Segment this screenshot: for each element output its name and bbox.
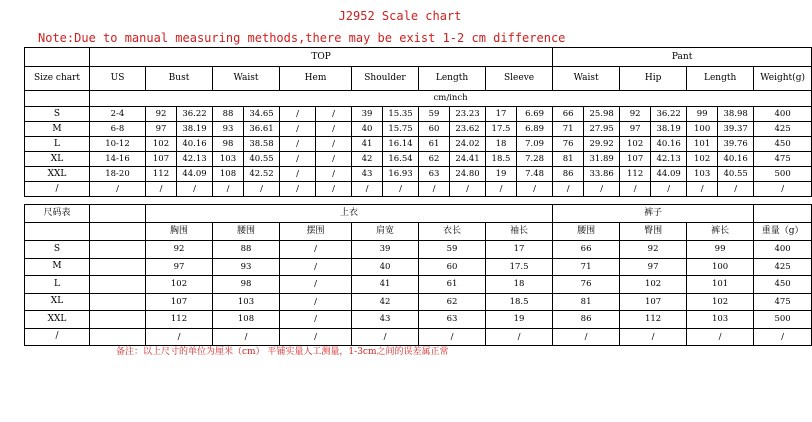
table-cell: 76 bbox=[553, 137, 584, 152]
col-header-weight: Weight(g) bbox=[754, 67, 812, 91]
cn-head-spacer-2 bbox=[90, 223, 146, 241]
table-cell: 19 bbox=[486, 311, 553, 329]
table-cell: 108 bbox=[213, 311, 280, 329]
table-cell: 42.52 bbox=[244, 167, 280, 182]
table-cell: 475 bbox=[754, 152, 812, 167]
table-cell: 98 bbox=[213, 276, 280, 294]
table-cell: / bbox=[90, 182, 146, 197]
table-cell: 14-16 bbox=[90, 152, 146, 167]
table-cell: 88 bbox=[213, 107, 244, 122]
col-header-shoulder: Shoulder bbox=[352, 67, 419, 91]
chart-title: J2952 Scale chart bbox=[338, 9, 462, 23]
table-cell: / bbox=[584, 182, 620, 197]
table-cell: 40.16 bbox=[718, 152, 754, 167]
cn-col-header-waist: 腰围 bbox=[213, 223, 280, 241]
table-cell: 102 bbox=[146, 137, 177, 152]
table-cell: 425 bbox=[754, 122, 812, 137]
table-cell: / bbox=[687, 182, 718, 197]
table-cell: 39 bbox=[352, 241, 419, 259]
table-cell: / bbox=[517, 182, 553, 197]
group-pant: Pant bbox=[553, 48, 812, 67]
spacer-cell bbox=[90, 258, 146, 276]
table-cell: 400 bbox=[754, 107, 812, 122]
table-cell: 42.13 bbox=[177, 152, 213, 167]
cn-col-header-pant-length: 裤长 bbox=[687, 223, 754, 241]
table-cell: 98 bbox=[213, 137, 244, 152]
table-cell: / bbox=[280, 122, 316, 137]
table-row bbox=[25, 258, 812, 276]
table-row bbox=[25, 122, 812, 137]
table-row bbox=[25, 276, 812, 294]
table-cell: 59 bbox=[419, 107, 450, 122]
table-cell: 18 bbox=[486, 137, 517, 152]
spacer-cell bbox=[90, 293, 146, 311]
table-cell: 38.58 bbox=[244, 137, 280, 152]
table-cell: 2-4 bbox=[90, 107, 146, 122]
table-cell: 97 bbox=[620, 122, 651, 137]
size-cell: S bbox=[25, 241, 90, 259]
size-cell: XL bbox=[25, 152, 90, 167]
table-cell: / bbox=[146, 328, 213, 346]
table-cell: / bbox=[553, 328, 620, 346]
table-cell: 112 bbox=[620, 311, 687, 329]
size-cell: / bbox=[25, 182, 90, 197]
size-chart-table-cn bbox=[24, 204, 812, 346]
table-cell: 23.23 bbox=[450, 107, 486, 122]
table-cell: 25.98 bbox=[584, 107, 620, 122]
col-header-hip: Hip bbox=[620, 67, 687, 91]
table-cell: / bbox=[316, 107, 352, 122]
col-header-bust: Bust bbox=[146, 67, 213, 91]
table-cell: 62 bbox=[419, 293, 486, 311]
table-cell: 41 bbox=[352, 276, 419, 294]
corner-cell bbox=[25, 48, 90, 67]
table-cell: / bbox=[651, 182, 687, 197]
table-cell: / bbox=[213, 182, 244, 197]
cn-group-spacer bbox=[90, 205, 146, 223]
table-cell: 107 bbox=[146, 152, 177, 167]
table-cell: 40.55 bbox=[718, 167, 754, 182]
table-cell: 97 bbox=[146, 258, 213, 276]
table-cell: 17 bbox=[486, 107, 517, 122]
footnote: 备注：以上尺寸的单位为厘米（cm） 平铺实量人工测量，1-3cm之间的误差属正常 bbox=[116, 347, 449, 357]
table-cell: 92 bbox=[620, 241, 687, 259]
table-cell: 81 bbox=[553, 152, 584, 167]
table-cell: 71 bbox=[553, 258, 620, 276]
table-cell: / bbox=[553, 182, 584, 197]
size-cell: M bbox=[25, 122, 90, 137]
cn-col-header-shoulder: 肩宽 bbox=[352, 223, 419, 241]
table-cell: 27.95 bbox=[584, 122, 620, 137]
table-cell: 450 bbox=[754, 137, 812, 152]
table-cell: 92 bbox=[620, 107, 651, 122]
table-cell: / bbox=[316, 167, 352, 182]
table-cell: / bbox=[316, 137, 352, 152]
size-cell: L bbox=[25, 276, 90, 294]
table-row bbox=[25, 137, 812, 152]
col-header-sleeve: Sleeve bbox=[486, 67, 553, 91]
spacer-cell bbox=[90, 311, 146, 329]
table-cell: 63 bbox=[419, 311, 486, 329]
size-cell: L bbox=[25, 137, 90, 152]
table-cell: 92 bbox=[146, 107, 177, 122]
table-cell: / bbox=[419, 328, 486, 346]
table-cell: 107 bbox=[620, 293, 687, 311]
table-cell: 18-20 bbox=[90, 167, 146, 182]
table-cell: 40.16 bbox=[651, 137, 687, 152]
table-cell: 102 bbox=[620, 276, 687, 294]
cn-col-header-hip: 臀围 bbox=[620, 223, 687, 241]
table-cell: 101 bbox=[687, 137, 718, 152]
table-cell: 40 bbox=[352, 122, 383, 137]
table-cell: 93 bbox=[213, 122, 244, 137]
table-cell: / bbox=[316, 122, 352, 137]
table-cell: 42 bbox=[352, 293, 419, 311]
table-cell: 34.65 bbox=[244, 107, 280, 122]
table-cell: 103 bbox=[687, 167, 718, 182]
table-cell: 101 bbox=[687, 276, 754, 294]
table-row bbox=[25, 107, 812, 122]
cn-col-header-sleeve: 袖长 bbox=[486, 223, 553, 241]
table-cell: / bbox=[280, 107, 316, 122]
table-cell: 59 bbox=[419, 241, 486, 259]
cn-group-top: 上衣 bbox=[146, 205, 553, 223]
table-cell: / bbox=[280, 311, 352, 329]
table-cell: 60 bbox=[419, 258, 486, 276]
table-cell: 103 bbox=[213, 152, 244, 167]
table-cell: 60 bbox=[419, 122, 450, 137]
table-cell: / bbox=[486, 328, 553, 346]
table-cell: 112 bbox=[620, 167, 651, 182]
table-cell: 39.37 bbox=[718, 122, 754, 137]
table-cell: 17.5 bbox=[486, 258, 553, 276]
table-cell: / bbox=[177, 182, 213, 197]
size-chart-table-en bbox=[24, 47, 812, 197]
table-cell: / bbox=[383, 182, 419, 197]
table-row bbox=[25, 182, 812, 197]
table-cell: 16.14 bbox=[383, 137, 419, 152]
table-cell: 38.19 bbox=[651, 122, 687, 137]
table-cell: 44.09 bbox=[651, 167, 687, 182]
table-cell: 99 bbox=[687, 241, 754, 259]
table-cell: 33.86 bbox=[584, 167, 620, 182]
cn-col-header-weight: 重量（g） bbox=[754, 223, 812, 241]
table-cell: 40.16 bbox=[177, 137, 213, 152]
table-cell: / bbox=[280, 152, 316, 167]
table-cell: / bbox=[450, 182, 486, 197]
table-cell: 18 bbox=[486, 276, 553, 294]
table-cell: 36.61 bbox=[244, 122, 280, 137]
table-cell: 100 bbox=[687, 122, 718, 137]
size-cell: S bbox=[25, 107, 90, 122]
table-cell: 81 bbox=[553, 293, 620, 311]
table-cell: 24.02 bbox=[450, 137, 486, 152]
table-cell: 97 bbox=[620, 258, 687, 276]
table-cell: / bbox=[352, 182, 383, 197]
table-cell: / bbox=[620, 328, 687, 346]
table-cell: 40 bbox=[352, 258, 419, 276]
table-cell: / bbox=[280, 167, 316, 182]
col-header-hem: Hem bbox=[280, 67, 352, 91]
table-cell: / bbox=[244, 182, 280, 197]
table-row bbox=[25, 293, 812, 311]
size-cell: XXL bbox=[25, 167, 90, 182]
table-cell: / bbox=[280, 276, 352, 294]
table-cell: 76 bbox=[553, 276, 620, 294]
unit-label: cm/inch bbox=[90, 91, 812, 107]
table-cell: 23.62 bbox=[450, 122, 486, 137]
table-cell: / bbox=[754, 182, 812, 197]
spacer-cell bbox=[90, 241, 146, 259]
table-cell: 24.41 bbox=[450, 152, 486, 167]
table-cell: 15.35 bbox=[383, 107, 419, 122]
table-cell: 86 bbox=[553, 311, 620, 329]
table-cell: / bbox=[316, 152, 352, 167]
spacer-cell bbox=[90, 328, 146, 346]
table-cell: / bbox=[718, 182, 754, 197]
cn-col-header-hem: 摆围 bbox=[280, 223, 352, 241]
cn-col-header-length: 衣长 bbox=[419, 223, 486, 241]
table-cell: 18.5 bbox=[486, 293, 553, 311]
table-cell: / bbox=[486, 182, 517, 197]
table-cell: 40.55 bbox=[244, 152, 280, 167]
table-cell: 42 bbox=[352, 152, 383, 167]
size-cell: XL bbox=[25, 293, 90, 311]
table-cell: 17 bbox=[486, 241, 553, 259]
table-cell: 71 bbox=[553, 122, 584, 137]
table-cell: 66 bbox=[553, 107, 584, 122]
table-cell: 107 bbox=[620, 152, 651, 167]
table-row bbox=[25, 241, 812, 259]
cn-head-spacer bbox=[25, 223, 90, 241]
table-cell: 7.28 bbox=[517, 152, 553, 167]
table-cell: 103 bbox=[687, 311, 754, 329]
col-header-us: US bbox=[90, 67, 146, 91]
size-chart-label: Size chart bbox=[25, 67, 90, 91]
table-cell: / bbox=[280, 328, 352, 346]
table-cell: / bbox=[280, 241, 352, 259]
table-cell: 450 bbox=[754, 276, 812, 294]
table-cell: 39 bbox=[352, 107, 383, 122]
table-cell: / bbox=[146, 182, 177, 197]
table-cell: 61 bbox=[419, 276, 486, 294]
table-cell: 88 bbox=[213, 241, 280, 259]
table-cell: 24.80 bbox=[450, 167, 486, 182]
table-cell: / bbox=[280, 293, 352, 311]
table-cell: 43 bbox=[352, 167, 383, 182]
table-cell: / bbox=[754, 328, 812, 346]
table-row bbox=[25, 328, 812, 346]
table-cell: 112 bbox=[146, 167, 177, 182]
group-top: TOP bbox=[90, 48, 553, 67]
cn-col-header-bust: 胸围 bbox=[146, 223, 213, 241]
size-cell: XXL bbox=[25, 311, 90, 329]
table-cell: 10-12 bbox=[90, 137, 146, 152]
table-cell: 38.98 bbox=[718, 107, 754, 122]
col-header-waist: Waist bbox=[213, 67, 280, 91]
table-cell: 17.5 bbox=[486, 122, 517, 137]
table-cell: / bbox=[687, 328, 754, 346]
table-cell: 15.75 bbox=[383, 122, 419, 137]
table-cell: 6.89 bbox=[517, 122, 553, 137]
table-cell: 43 bbox=[352, 311, 419, 329]
table-cell: 400 bbox=[754, 241, 812, 259]
cn-group-pant: 裤子 bbox=[553, 205, 754, 223]
table-cell: 475 bbox=[754, 293, 812, 311]
table-cell: 92 bbox=[146, 241, 213, 259]
table-cell: 18.5 bbox=[486, 152, 517, 167]
table-cell: 16.93 bbox=[383, 167, 419, 182]
table-cell: 500 bbox=[754, 167, 812, 182]
unit-spacer bbox=[25, 91, 90, 107]
table-cell: 103 bbox=[213, 293, 280, 311]
table-cell: 42.13 bbox=[651, 152, 687, 167]
table-row bbox=[25, 152, 812, 167]
table-cell: 38.19 bbox=[177, 122, 213, 137]
table-row bbox=[25, 167, 812, 182]
table-cell: 102 bbox=[687, 152, 718, 167]
col-header-pant-length: Length bbox=[687, 67, 754, 91]
table-cell: 31.89 bbox=[584, 152, 620, 167]
table-cell: 93 bbox=[213, 258, 280, 276]
table-cell: 19 bbox=[486, 167, 517, 182]
cn-group-end bbox=[754, 205, 812, 223]
table-cell: / bbox=[316, 182, 352, 197]
table-cell: 500 bbox=[754, 311, 812, 329]
table-cell: 97 bbox=[146, 122, 177, 137]
col-header-pant-waist: Waist bbox=[553, 67, 620, 91]
table-cell: / bbox=[280, 258, 352, 276]
table-cell: 6.69 bbox=[517, 107, 553, 122]
table-cell: 102 bbox=[146, 276, 213, 294]
table-cell: 29.92 bbox=[584, 137, 620, 152]
table-cell: 107 bbox=[146, 293, 213, 311]
table-cell: 100 bbox=[687, 258, 754, 276]
table-cell: / bbox=[352, 328, 419, 346]
table-cell: 16.54 bbox=[383, 152, 419, 167]
table-cell: 44.09 bbox=[177, 167, 213, 182]
table-cell: 36.22 bbox=[177, 107, 213, 122]
table-cell: 108 bbox=[213, 167, 244, 182]
measurement-note: Note:Due to manual measuring methods,there may be exist 1-2 cm difference bbox=[38, 31, 566, 45]
table-row bbox=[25, 311, 812, 329]
table-cell: / bbox=[213, 328, 280, 346]
table-cell: / bbox=[620, 182, 651, 197]
table-cell: / bbox=[280, 137, 316, 152]
table-cell: 39.76 bbox=[718, 137, 754, 152]
table-cell: 63 bbox=[419, 167, 450, 182]
table-cell: 99 bbox=[687, 107, 718, 122]
table-cell: / bbox=[419, 182, 450, 197]
spacer-cell bbox=[90, 276, 146, 294]
table-cell: 66 bbox=[553, 241, 620, 259]
cn-size-chart-label: 尺码表 bbox=[25, 205, 90, 223]
table-cell: 41 bbox=[352, 137, 383, 152]
table-cell: 102 bbox=[620, 137, 651, 152]
table-cell: 7.48 bbox=[517, 167, 553, 182]
table-cell: 86 bbox=[553, 167, 584, 182]
table-cell: 6-8 bbox=[90, 122, 146, 137]
table-cell: 112 bbox=[146, 311, 213, 329]
cn-col-header-pant-waist: 腰围 bbox=[553, 223, 620, 241]
col-header-length: Length bbox=[419, 67, 486, 91]
table-cell: / bbox=[280, 182, 316, 197]
table-cell: 102 bbox=[687, 293, 754, 311]
table-cell: 36.22 bbox=[651, 107, 687, 122]
size-cell: M bbox=[25, 258, 90, 276]
table-cell: 61 bbox=[419, 137, 450, 152]
table-cell: 62 bbox=[419, 152, 450, 167]
size-cell: / bbox=[25, 328, 90, 346]
table-cell: 425 bbox=[754, 258, 812, 276]
table-cell: 7.09 bbox=[517, 137, 553, 152]
